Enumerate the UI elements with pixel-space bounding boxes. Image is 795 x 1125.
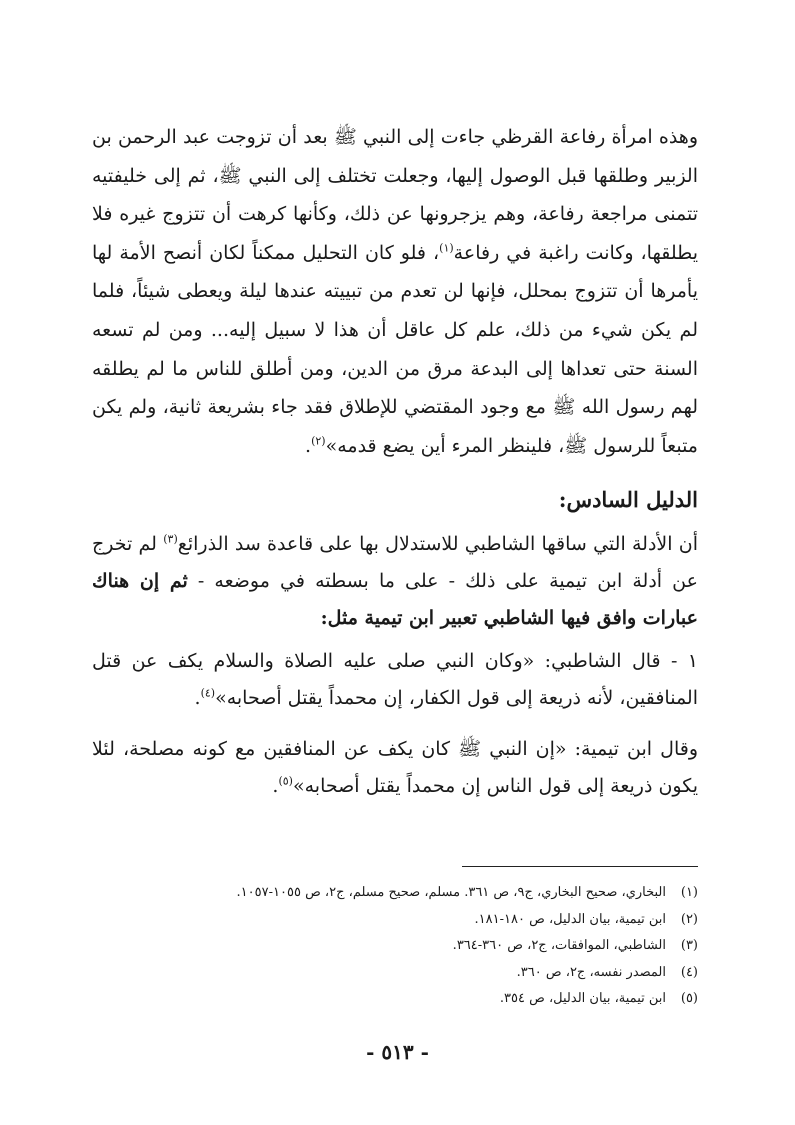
footnote-text: ابن تيمية، بيان الدليل، ص ٣٥٤. xyxy=(499,991,666,1006)
footnote-item xyxy=(92,986,698,1013)
paragraph-rifaa xyxy=(92,118,698,465)
footnote-text: ابن تيمية، بيان الدليل، ص ١٨٠-١٨١. xyxy=(474,911,666,927)
ibn-taymiyya-quote-text: وقال ابن تيمية: «إن النبي ﷺ كان يكف عن المنافقين مع كونه مصلحة، لئلا يكون ذريعة إلى قول الناس إن محمداً يقتل أصحابه» xyxy=(92,738,698,797)
paragraph-evidence-text-b: لم تخرج عن أدلة ابن تيمية على ذلك - على ما بسطته في موضعه - xyxy=(92,533,698,592)
shatibi-quote-text: ١ - قال الشاطبي: «وكان النبي صلى عليه الصلاة والسلام يكف عن قتل المنافقين، لأنه ذريعة إلى قول الكفار، إن محمداً يقتل أصحابه» xyxy=(92,650,698,709)
footnote-text: الشاطبي، الموافقات، ج٢، ص ٣٦٠-٣٦٤. xyxy=(452,938,666,953)
paragraph-ibn-taymiyya-quote xyxy=(92,731,698,805)
footnote-ref-4[interactable]: (٤) xyxy=(200,686,216,700)
paragraph-evidence xyxy=(92,526,698,637)
footnote-item xyxy=(92,880,698,907)
shatibi-quote-end: . xyxy=(194,687,201,709)
paragraph-evidence-bold: ثم إن هناك عبارات وافق فيها الشاطبي تعبير ابن تيمية مثل: xyxy=(92,570,698,629)
footnote-item xyxy=(92,907,698,934)
footnotes xyxy=(92,880,698,1013)
footnote-ref-2[interactable]: (٢) xyxy=(311,434,326,448)
footnote-ref-5[interactable]: (٥) xyxy=(278,774,293,788)
footnote-number: (٢) xyxy=(680,911,698,927)
paragraph-rifaa-end: . xyxy=(305,434,312,457)
footnote-separator xyxy=(462,866,698,867)
footnote-text: المصدر نفسه، ج٢، ص ٣٦٠. xyxy=(516,964,666,980)
footnote-item xyxy=(92,933,698,960)
footnote-number: (١) xyxy=(680,885,698,900)
footnote-number: (٤) xyxy=(680,964,698,980)
footnote-ref-1[interactable]: (١) xyxy=(439,241,454,255)
paragraph-rifaa-text-a: وهذه امرأة رفاعة القرظي جاءت إلى النبي ﷺ بعد أن تزوجت عبد الرحمن بن الزبير وطلقها قبل الوصول إليها، وجعلت تختلف إلى النبي ﷺ، ثم إلى خليفتيه تتمنى مراجعة رفاعة، وهم يزجرونها عن ذلك، وكأنها كرهت أن تتزوج غيره فلا يطلقها، وكانت راغبة في رفاعة xyxy=(92,126,698,264)
footnote-item xyxy=(92,960,698,987)
paragraph-rifaa-text-b: ، فلو كان التحليل ممكناً لكان أنصح الأمة لها يأمرها أن تتزوج بمحلل، فإنها لن تعدم من تبييته عندها ليلة ويعطى شيئاً، فلما لم يكن شيء من ذلك، علم كل عاقل أن هذا لا سبيل إليه... ومن لم تسعه السنة حتى تعداها إلى البدعة مرق من الدين، ومن أطلق للناس ما لم يطلقه لهم رسول الله ﷺ مع وجود المقتضي للإطلاق فقد جاء بشريعة ثانية، ولم يكن متبعاً للرسول ﷺ، فلينظر المرء أين يضع قدمه» xyxy=(92,241,698,457)
footnote-ref-3[interactable]: (٣) xyxy=(163,532,178,546)
footnote-text: البخاري، صحيح البخاري، ج٩، ص ٣٦١. مسلم، صحيح مسلم، ج٢، ص ١٠٥٥-١٠٥٧. xyxy=(236,885,666,900)
ibn-taymiyya-quote-end: . xyxy=(272,775,279,797)
section-six-text xyxy=(92,526,698,805)
section-heading: الدليل السادس: xyxy=(558,487,698,512)
page-number: - ٥١٣ - xyxy=(366,1040,429,1064)
main-text xyxy=(92,118,698,465)
footnote-number: (٥) xyxy=(680,991,698,1006)
footnote-number: (٣) xyxy=(680,938,698,953)
paragraph-shatibi-quote xyxy=(92,643,698,717)
paragraph-evidence-text-a: أن الأدلة التي ساقها الشاطبي للاستدلال بها على قاعدة سد الذرائع xyxy=(177,533,698,555)
